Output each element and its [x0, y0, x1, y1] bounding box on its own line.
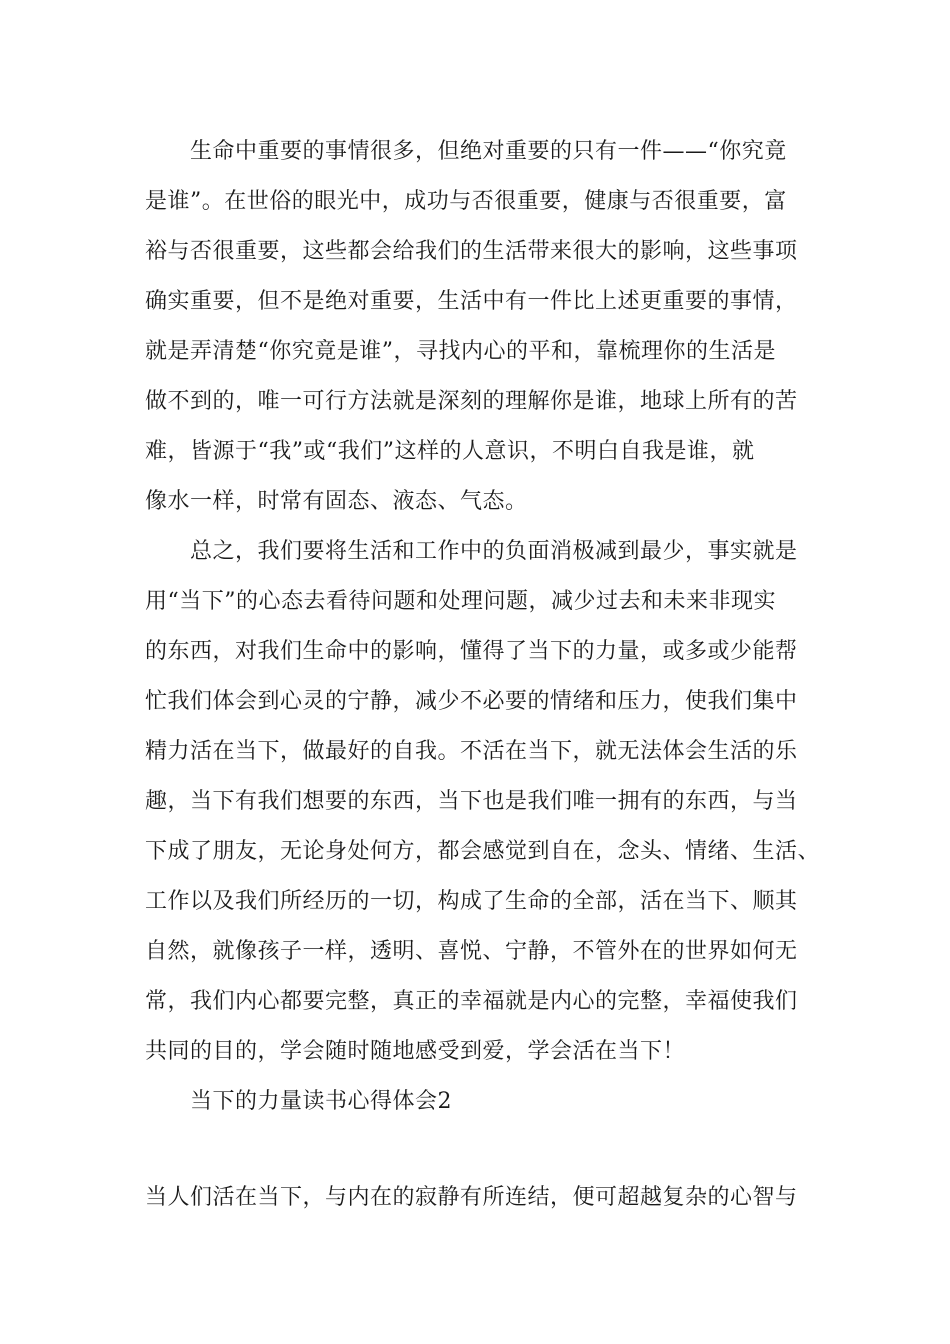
paragraph-1-line-6: 做不到的，唯一可行方法就是深刻的理解你是谁，地球上所有的苦: [145, 389, 798, 414]
paragraph-2-line-4: 忙我们体会到心灵的宁静，减少不必要的情绪和压力，使我们集中: [145, 689, 798, 714]
section-heading: 当下的力量读书心得体会2: [190, 1089, 452, 1114]
paragraph-1-line-1: 生命中重要的事情很多，但绝对重要的只有一件——“你究竟: [190, 139, 787, 164]
paragraph-1-line-2: 是谁”。在世俗的眼光中，成功与否很重要，健康与否很重要，富: [145, 189, 787, 214]
paragraph-2-line-5: 精力活在当下，做最好的自我。不活在当下，就无法体会生活的乐: [145, 739, 798, 764]
paragraph-2-line-11: 共同的目的，学会随时随地感受到爱，学会活在当下！: [145, 1039, 686, 1064]
paragraph-2-line-1: 总之，我们要将生活和工作中的负面消极减到最少，事实就是: [190, 539, 798, 564]
paragraph-1-line-4: 确实重要，但不是绝对重要，生活中有一件比上述更重要的事情，: [145, 289, 798, 314]
paragraph-3-line-1: 当人们活在当下，与内在的寂静有所连结，便可超越复杂的心智与: [145, 1185, 798, 1210]
paragraph-2-line-8: 工作以及我们所经历的一切，构成了生命的全部，活在当下、顺其: [145, 889, 798, 914]
paragraph-2-line-7: 下成了朋友，无论身处何方，都会感觉到自在，念头、情绪、生活、: [145, 839, 821, 864]
paragraph-1-line-3: 裕与否很重要，这些都会给我们的生活带来很大的影响，这些事项: [145, 239, 798, 264]
paragraph-2-line-9: 自然，就像孩子一样，透明、喜悦、宁静，不管外在的世界如何无: [145, 939, 798, 964]
paragraph-2-line-2: 用“当下”的心态去看待问题和处理问题，减少过去和未来非现实: [145, 589, 776, 614]
paragraph-1-line-5: 就是弄清楚“你究竟是谁”，寻找内心的平和，靠梳理你的生活是: [145, 339, 776, 364]
paragraph-2-line-6: 趣，当下有我们想要的东西，当下也是我们唯一拥有的东西，与当: [145, 789, 798, 814]
paragraph-1-line-7: 难，皆源于“我”或“我们”这样的人意识，不明白自我是谁，就: [145, 439, 755, 464]
paragraph-2-line-3: 的东西，对我们生命中的影响，懂得了当下的力量，或多或少能帮: [145, 639, 798, 664]
paragraph-2-line-10: 常，我们内心都要完整，真正的幸福就是内心的完整，幸福使我们: [145, 989, 798, 1014]
paragraph-1-line-8: 像水一样，时常有固态、液态、气态。: [145, 489, 528, 514]
